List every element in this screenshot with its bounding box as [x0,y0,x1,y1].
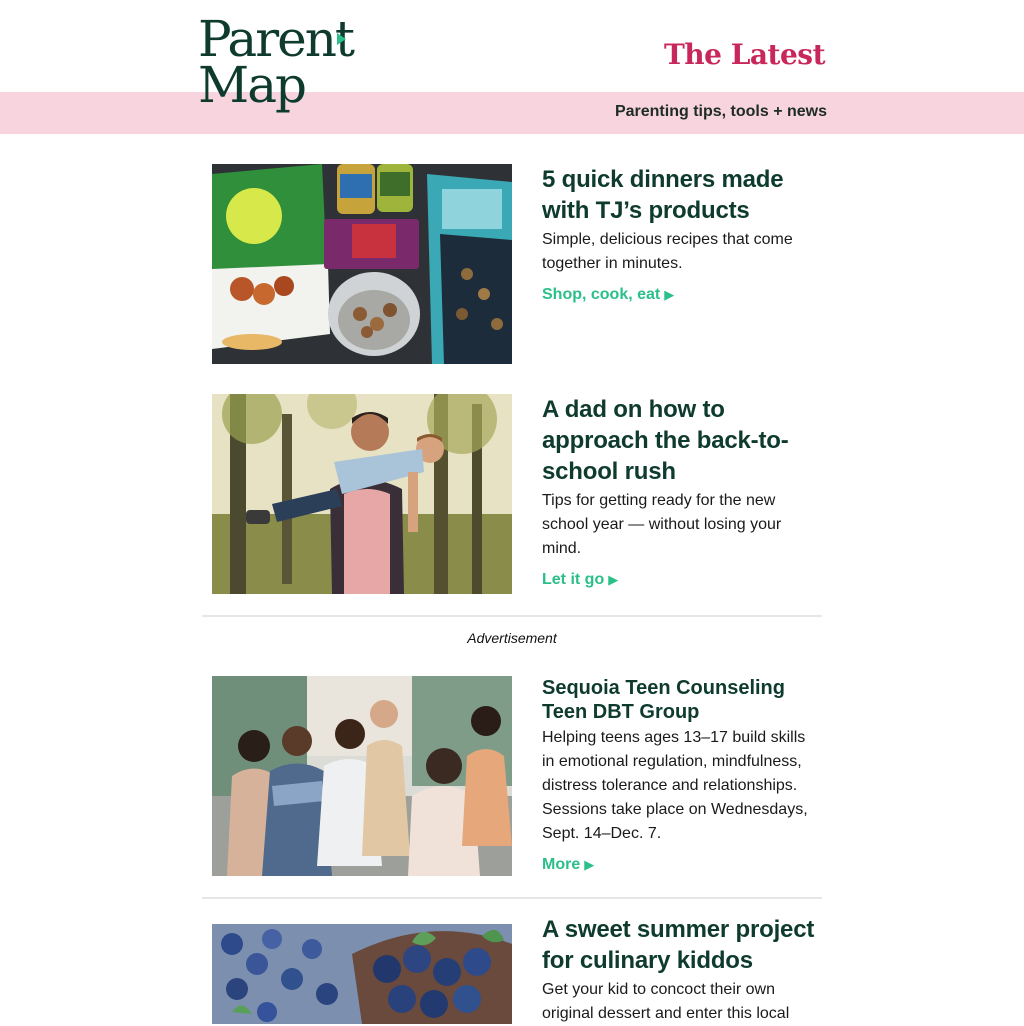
divider [202,897,822,899]
play-triangle-icon: ▶ [584,857,595,872]
tagline-band [0,92,1024,134]
dad-and-child-photo[interactable] [212,394,512,594]
email-header [0,0,1024,92]
ad-description: Helping teens ages 13–17 build skills in emotional regulation, mindfulness, distress tolerance and relationships. Sessions take place on Wednesdays, Sept. 14–Dec. 7. [542,729,808,842]
parentmap-logo[interactable] [198,10,358,114]
logo-line-2: Map [198,56,306,114]
groceries-photo[interactable] [212,164,512,364]
ad-card-teen-counseling [212,676,822,876]
cta-label: More [542,856,581,873]
play-triangle-icon: ▶ [608,572,619,587]
logo-line-1: Parent [198,10,353,68]
article-cta-link[interactable] [542,571,618,589]
divider [202,615,822,617]
logo-triangle-icon [337,33,346,45]
cta-label: Shop, cook, eat [542,286,661,303]
teen-group-photo[interactable] [212,676,512,876]
tagline: Parenting tips, tools + news [614,103,827,120]
article-card-dinners [212,164,822,364]
play-triangle-icon: ▶ [664,287,675,302]
article-title[interactable]: A dad on how to approach the back-to-school rush [542,396,789,485]
article-description: Tips for getting ready for the new school year — without losing your mind. [542,492,782,557]
blueberries-photo[interactable] [212,924,512,1024]
article-card-summer-project [212,914,822,1024]
article-title[interactable]: 5 quick dinners made with TJ’s products [542,166,784,224]
article-title[interactable]: A sweet summer project for culinary kiddos [542,916,815,974]
article-cta-link[interactable] [542,286,674,304]
article-description: Get your kid to concoct their own original dessert and enter this local [542,981,790,1022]
article-card-back-to-school [212,394,822,594]
ad-cta-link[interactable] [542,856,594,874]
section-title: The Latest [663,38,825,71]
article-description: Simple, delicious recipes that come together in minutes. [542,231,793,272]
advertisement-label: Advertisement [467,630,557,646]
cta-label: Let it go [542,571,605,588]
ad-title[interactable]: Sequoia Teen Counseling Teen DBT Group [542,677,785,723]
